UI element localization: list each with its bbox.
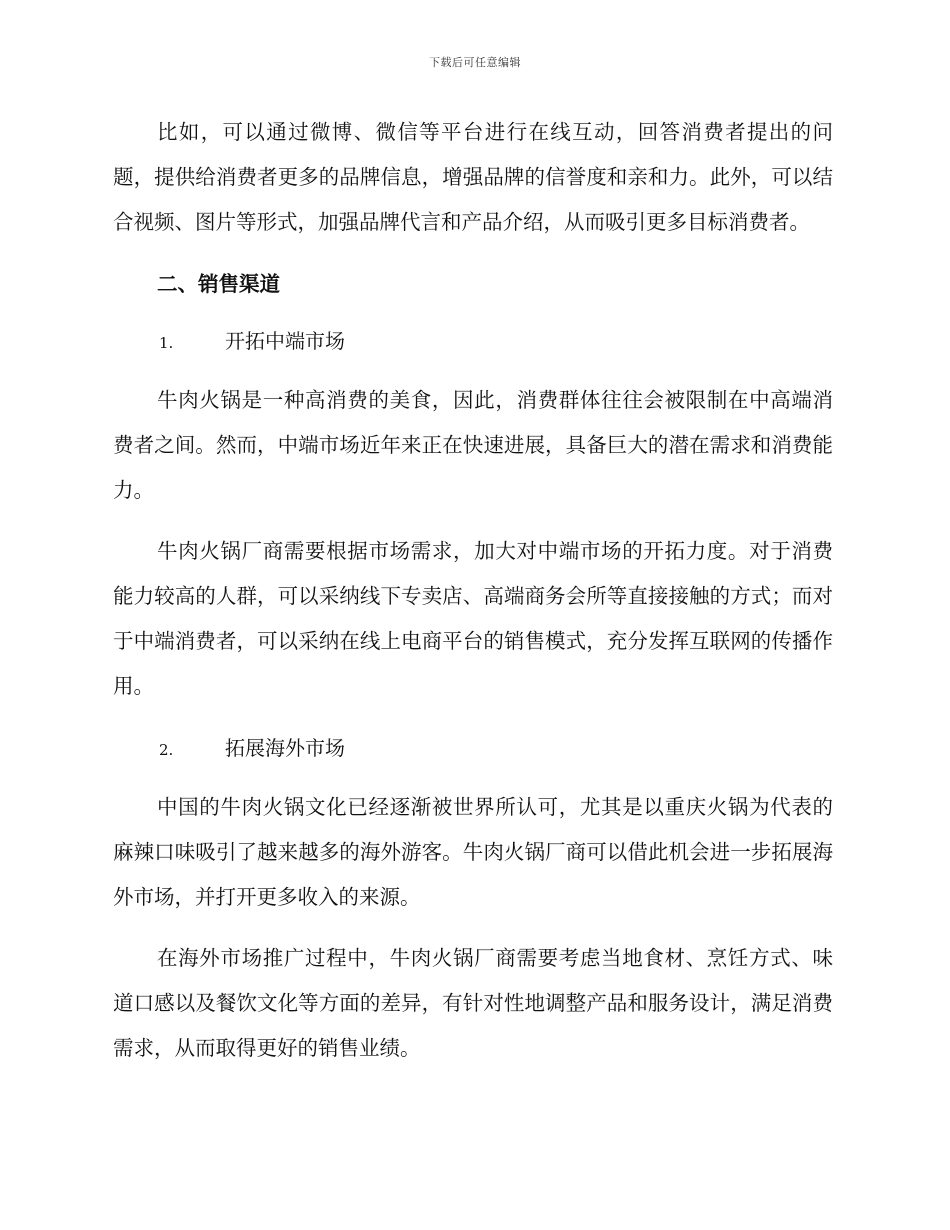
paragraph-online-interaction: 比如，可以通过微博、微信等平台进行在线互动，回答消费者提出的问题，提供给消费者更多的品牌信息，增强品牌的信誉度和亲和力。此外，可以结合视频、图片等形式，加强品牌代言和产品介绍，从而吸引更多目标消费者。 (113, 120, 833, 234)
paragraph-mid-market-intro: 牛肉火锅是一种高消费的美食，因此，消费群体往往会被限制在中高端消费者之间。然而，中端市场近年来正在快速进展，具备巨大的潜在需求和消费能力。 (113, 388, 833, 502)
list-item-mid-market (113, 318, 833, 366)
list-item-overseas-market (113, 725, 833, 773)
paragraph-overseas-strategy: 在海外市场推广过程中，牛肉火锅厂商需要考虑当地食材、烹饪方式、味道口感以及餐饮文化等方面的差异，有针对性地调整产品和服务设计，满足消费需求，从而取得更好的销售业绩。 (113, 946, 833, 1060)
list-item-title: 开拓中端市场 (225, 329, 345, 353)
paragraph-overseas-intro: 中国的牛肉火锅文化已经逐渐被世界所认可，尤其是以重庆火锅为代表的麻辣口味吸引了越来越多的海外游客。牛肉火锅厂商可以借此机会进一步拓展海外市场，并打开更多收入的来源。 (113, 795, 833, 909)
document-body (113, 110, 833, 1087)
section-heading-sales-channels: 二、销售渠道 (157, 272, 280, 296)
paragraph-mid-market-strategy: 牛肉火锅厂商需要根据市场需求，加大对中端市场的开拓力度。对于消费能力较高的人群，可以采纳线下专卖店、高端商务会所等直接接触的方式；而对于中端消费者，可以采纳在线上电商平台的销售模式，充分发挥互联网的传播作用。 (113, 539, 833, 698)
list-item-number: 2. (159, 741, 174, 759)
page-header-note: 下载后可任意编辑 (429, 56, 521, 69)
list-item-number: 1. (159, 334, 174, 352)
list-item-title: 拓展海外市场 (225, 736, 345, 760)
